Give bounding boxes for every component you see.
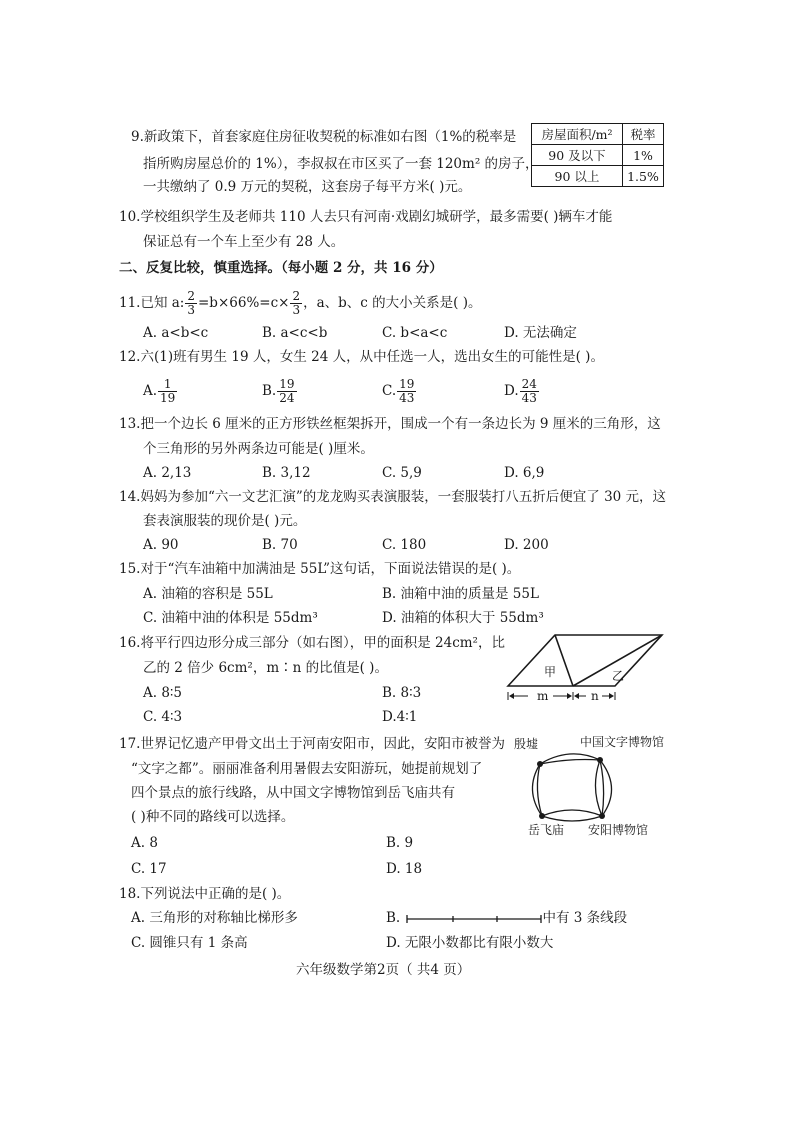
q14-line2: 套表演服装的现价是( )元。 xyxy=(143,513,307,529)
q12-option-b[interactable]: B. $\frac{19}{24}$ xyxy=(262,377,295,405)
q12-option-c[interactable]: C. $\frac{19}{43}$ xyxy=(382,377,415,405)
place-label-anyang: 安阳博物馆 xyxy=(588,823,649,837)
q14-option-c[interactable]: C. 180 xyxy=(382,537,427,553)
tax-rate-table xyxy=(531,123,664,187)
q14-option-d[interactable]: D. 200 xyxy=(504,537,549,553)
place-label-museum: 中国文字博物馆 xyxy=(580,735,665,749)
q9-line1: 9.新政策下，首套家庭住房征收契税的标准如右图（1%的税率是 xyxy=(131,129,517,145)
route-diagram xyxy=(510,730,675,840)
table-cell: 90 以上 xyxy=(532,166,623,187)
q18-question: 18.下列说法中正确的是( )。 xyxy=(119,886,291,902)
q18-option-b[interactable]: B. 中有 3 条线段 xyxy=(386,910,628,926)
parallelogram-figure xyxy=(500,630,670,710)
q11-option-d[interactable]: D. 无法确定 xyxy=(504,325,577,341)
fraction: $\frac{2}{3}$ xyxy=(187,289,195,317)
q16-option-d[interactable]: D.4∶1 xyxy=(382,709,418,725)
q17-line4: ( )种不同的路线可以选择。 xyxy=(131,809,295,825)
q16-option-b[interactable]: B. 8∶3 xyxy=(382,685,422,701)
table-cell: 1% xyxy=(623,145,664,166)
q9-line2: 指所购房屋总价的 1%），李叔叔在市区买了一套 120m² 的房子， xyxy=(143,156,539,172)
q15-option-a[interactable]: A. 油箱的容积是 55L xyxy=(143,586,273,602)
q10-line2: 保证总有一个车上至少有 28 人。 xyxy=(143,234,345,250)
q18-option-d[interactable]: D. 无限小数都比有限小数大 xyxy=(386,935,554,951)
q18-option-a[interactable]: A. 三角形的对称轴比梯形多 xyxy=(131,910,298,926)
table-cell: 1.5% xyxy=(623,166,664,187)
q15-option-c[interactable]: C. 油箱中油的体积是 55dm³ xyxy=(143,610,318,626)
q15-option-b[interactable]: B. 油箱中油的质量是 55L xyxy=(382,586,539,602)
q14-option-b[interactable]: B. 70 xyxy=(262,537,298,553)
q13-option-c[interactable]: C. 5,9 xyxy=(382,465,422,481)
page-footer: 六年级数学第2页（ 共4 页） xyxy=(296,962,471,978)
table-header-rate: 税率 xyxy=(623,124,664,145)
q16-option-c[interactable]: C. 4∶3 xyxy=(143,709,183,725)
q17-option-d[interactable]: D. 18 xyxy=(386,861,423,877)
figure-label-jia: 甲 xyxy=(544,665,557,679)
q10-line1: 10.学校组织学生及老师共 110 人去只有河南·戏剧幻城研学，最多需要( )辆车才能 xyxy=(119,209,613,225)
q15-question: 15.对于“汽车油箱中加满油是 55L”这句话，下面说法错误的是( )。 xyxy=(119,561,521,577)
figure-label-m: m xyxy=(537,689,549,703)
q11-option-a[interactable]: A. a<b<c xyxy=(143,325,209,341)
figure-label-n: n xyxy=(591,689,599,703)
place-label-yinxu: 殷墟 xyxy=(514,737,539,751)
q13-option-d[interactable]: D. 6,9 xyxy=(504,465,545,481)
q15-option-d[interactable]: D. 油箱的体积大于 55dm³ xyxy=(382,610,544,626)
fraction: $\frac{2}{3}$ xyxy=(292,289,301,317)
q13-line2: 个三角形的另外两条边可能是( )厘米。 xyxy=(143,441,374,457)
q17-option-a[interactable]: A. 8 xyxy=(131,835,158,851)
q13-option-b[interactable]: B. 3,12 xyxy=(262,465,311,481)
section-heading: 二、反复比较，慎重选择。（每小题 2 分，共 16 分） xyxy=(119,260,443,276)
q11-mid: =b×66%=c× xyxy=(198,295,290,311)
line-segment-figure xyxy=(405,913,543,925)
q17-option-b[interactable]: B. 9 xyxy=(386,835,414,851)
q11-option-c[interactable]: C. b<a<c xyxy=(382,325,448,341)
q16-option-a[interactable]: A. 8∶5 xyxy=(143,685,183,701)
q18-option-c[interactable]: C. 圆锥只有 1 条高 xyxy=(131,935,248,951)
q17-option-c[interactable]: C. 17 xyxy=(131,861,167,877)
q17-line3: 四个景点的旅行线路，从中国文字博物馆到岳飞庙共有 xyxy=(131,785,455,801)
q12-option-d[interactable]: D. $\frac{24}{43}$ xyxy=(504,377,537,405)
figure-label-yi: 乙 xyxy=(612,669,625,683)
q17-line2: “文字之都”。丽丽准备利用暑假去安阳游玩，她提前规划了 xyxy=(131,761,483,777)
q16-line1: 16.将平行四边形分成三部分（如右图），甲的面积是 24cm²，比 xyxy=(119,635,505,651)
q11-question xyxy=(119,288,481,318)
q16-line2: 乙的 2 倍少 6cm²，m∶n 的比值是( )。 xyxy=(143,660,388,676)
q17-line1: 17.世界记忆遗产甲骨文出土于河南安阳市，因此，安阳市被誉为 xyxy=(119,736,505,752)
q11-prefix: 11.已知 a: xyxy=(119,295,185,311)
q14-option-a[interactable]: A. 90 xyxy=(143,537,179,553)
q11-suffix: ，a、b、c 的大小关系是( )。 xyxy=(303,295,482,311)
q13-option-a[interactable]: A. 2,13 xyxy=(143,465,192,481)
q13-line1: 13.把一个边长 6 厘米的正方形铁丝框架拆开，围成一个有一条边长为 9 厘米的三角形，这 xyxy=(119,416,661,432)
table-header-area: 房屋面积/m² xyxy=(532,124,623,145)
table-cell: 90 及以下 xyxy=(532,145,623,166)
q11-option-b[interactable]: B. a<c<b xyxy=(262,325,328,341)
q12-option-a[interactable]: A. $\frac{1}{19}$ xyxy=(143,377,176,405)
q9-line3: 一共缴纳了 0.9 万元的契税，这套房子每平方米( )元。 xyxy=(143,179,472,195)
q12-question: 12.六(1)班有男生 19 人，女生 24 人，从中任选一人，选出女生的可能性是( )。 xyxy=(119,349,604,365)
place-label-yuefei: 岳飞庙 xyxy=(528,823,565,837)
q14-line1: 14.妈妈为参加“六一文艺汇演”的龙龙购买表演服装，一套服装打八五折后便宜了 30 元，这 xyxy=(119,489,667,505)
